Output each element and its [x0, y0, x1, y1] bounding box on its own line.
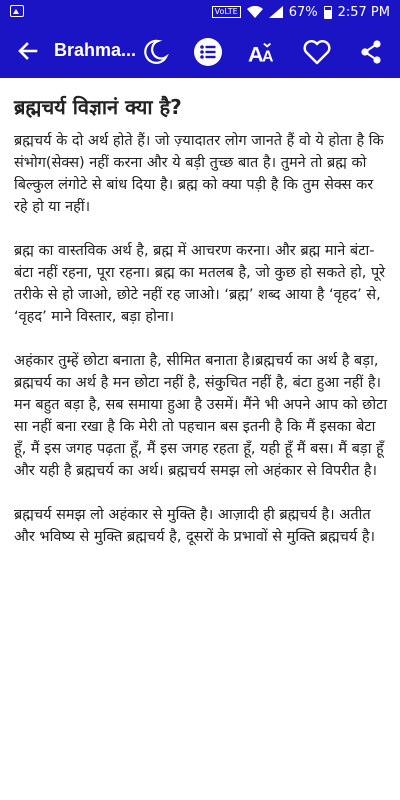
article-paragraph-3: अहंकार तुम्हें छोटा बनाता है, सीमित बनाता है।ब्रह्मचर्य का अर्थ है बड़ा, ब्रह्मचर्य का अर्थ है मन छोटा नहीं है, संकुचित नहीं है, बंटा हुआ नहीं है। मन बहुत बड़ा है, सब समाया हुआ है उसमें। मैंने भी अपने आप को छोटा सा नहीं बना रखा है कि मेरी तो पहचान बस इतनी है कि मैं इसका बेटा हूँ, मैं इस जगह पढ़ता हूँ, मैं इस जगह रहता हूँ, यही हूँ मैं बस। मैं बड़ा हूँ और यही है ब्रह्मचर्य का अर्थ। ब्रह्मचर्य समझ लो अहंकार से विपरीत है।	[14, 353, 388, 479]
battery-icon	[324, 6, 332, 19]
gallery-notification-icon	[10, 5, 24, 17]
wifi-icon	[247, 6, 263, 18]
contents-list-button[interactable]	[193, 37, 223, 67]
app-bar	[0, 24, 400, 78]
status-bar	[0, 0, 400, 24]
article-paragraph-2: ब्रह्म का वास्तविक अर्थ है, ब्रह्म में आचरण करना। और ब्रह्म माने बंटा-बंटा नहीं रहना, पूरा रहना। ब्रह्म का मतलब है, जो कुछ हो सकते हो, पूरे तरीके से हो जाओ, छोटे नहीं रह जाओ। ‘ब्रह्म’ शब्द आया है ‘वृहद’ से, ‘वृहद’ माने विस्तार, बड़ा होना।	[14, 243, 386, 325]
heart-icon	[302, 38, 332, 66]
article-content	[14, 94, 390, 570]
list-icon	[193, 37, 223, 67]
battery-percent: 67%	[288, 4, 318, 20]
article-paragraph-4: ब्रह्मचर्य समझ लो अहंकार से मुक्ति है। आज़ादी ही ब्रह्मचर्य है। अतीत और भविष्य से मुक्ति ब्रह्मचर्य है, दूसरों के प्रभावों से मुक्ति ब्रह्मचर्य है।	[14, 507, 376, 545]
text-size-button[interactable]	[247, 37, 277, 67]
volte-indicator: VoLTE	[212, 6, 241, 18]
share-icon	[359, 39, 383, 65]
page-title: Brahma...	[54, 40, 137, 60]
moon-icon	[141, 38, 169, 66]
favorite-button[interactable]	[302, 37, 332, 67]
share-button[interactable]	[356, 37, 386, 67]
night-mode-button[interactable]	[140, 37, 170, 67]
article-paragraph-1: ब्रह्मचर्य के दो अर्थ होते हैं। जो ज़्यादातर लोग जानते हैं वो ये होता है कि संभोग(सेक्स) नहीं करना और ये बड़ी तुच्छ बात है। तुमने तो ब्रह्म को बिल्कुल लंगोटे से बांध दिया है। ब्रह्म को क्या पड़ी है कि तुम सेक्स कर रहे हो या नहीं।	[14, 133, 384, 215]
article-heading: ब्रह्मचर्य विज्ञानं क्या है?	[14, 95, 182, 119]
clock: 2:57 PM	[337, 4, 390, 20]
svg-text:A: A	[247, 41, 264, 67]
status-bar-right	[212, 0, 390, 24]
back-arrow-icon[interactable]	[14, 37, 42, 65]
signal-icon	[269, 6, 283, 18]
text-size-icon	[247, 37, 277, 67]
svg-text:A: A	[262, 48, 274, 66]
